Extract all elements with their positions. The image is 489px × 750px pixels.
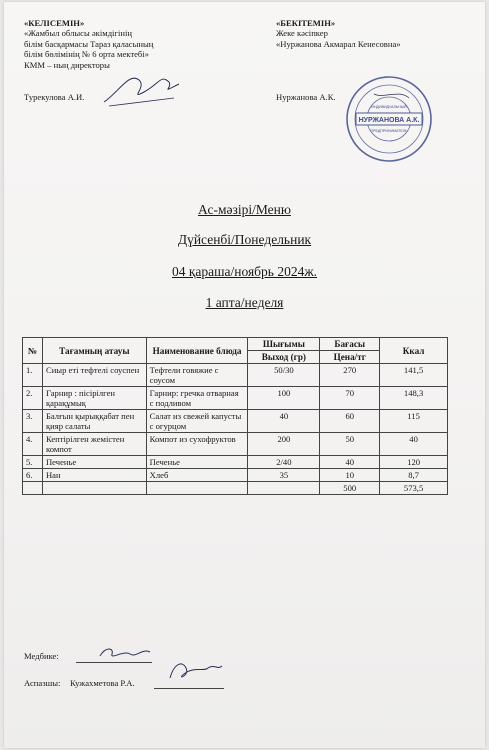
row-name-kz: Нан — [42, 469, 146, 482]
stamp-bottom-text: ПРЕДПРИНИМАТЕЛЬ — [370, 129, 408, 133]
director-name: Турекулова А.И. — [24, 92, 85, 102]
row-num: 4. — [23, 433, 43, 456]
row-name-kz: Кептірілген жемістен компот — [42, 433, 146, 456]
row-name-ru: Салат из свежей капусты с огурцом — [146, 410, 248, 433]
row-kcal: 141,5 — [380, 364, 448, 387]
row-num: 2. — [23, 387, 43, 410]
nurse-signature — [96, 642, 156, 666]
row-name-ru: Компот из сухофруктов — [146, 433, 248, 456]
header-num: № — [23, 338, 43, 364]
row-price: 70 — [320, 387, 380, 410]
table-row — [23, 364, 448, 387]
header-name-ru: Наименование блюда — [146, 338, 248, 364]
row-yield: 50/30 — [248, 364, 320, 387]
row-name-ru: Тефтели говяжие с соусом — [146, 364, 248, 387]
menu-table — [22, 337, 448, 495]
round-stamp — [344, 74, 434, 164]
row-yield: 35 — [248, 469, 320, 482]
cook-signature — [164, 654, 224, 688]
total-price: 500 — [320, 482, 380, 495]
approval-line: «Жамбыл облысы әкімдігінің — [24, 28, 132, 39]
cook-signature-line — [154, 688, 224, 689]
row-name-kz: Гарнир : пісірілген қарақұмық — [42, 387, 146, 410]
document-sheet — [4, 2, 485, 748]
row-price: 270 — [320, 364, 380, 387]
header-yield-ru: Выход (гр) — [248, 351, 320, 364]
row-yield: 200 — [248, 433, 320, 456]
table-total-row — [23, 482, 448, 495]
row-kcal: 148,3 — [380, 387, 448, 410]
row-price: 60 — [320, 410, 380, 433]
date-title: 04 қараша/ноябрь 2024ж. — [171, 264, 318, 279]
cook-name: Кужахметова Р.А. — [70, 678, 135, 688]
approval-line: білім басқармасы Тараз қаласының — [24, 38, 154, 49]
table-row — [23, 387, 448, 410]
row-kcal: 115 — [380, 410, 448, 433]
menu-title: Ас-мәзірі/Меню — [198, 202, 291, 217]
entrepreneur-name: Нуржанова А.К. — [276, 92, 336, 102]
row-price: 50 — [320, 433, 380, 456]
row-name-kz: Печенье — [42, 456, 146, 469]
week-title: 1 апта/неделя — [205, 295, 284, 310]
row-num: 6. — [23, 469, 43, 482]
approval-heading-left: «КЕЛІСЕМІН» — [24, 18, 85, 28]
row-kcal: 8,7 — [380, 469, 448, 482]
row-num: 3. — [23, 410, 43, 433]
row-kcal: 120 — [380, 456, 448, 469]
header-yield-kz: Шығымы — [248, 338, 320, 351]
approval-heading-right: «БЕКІТЕМІН» — [276, 18, 336, 28]
row-yield: 100 — [248, 387, 320, 410]
table-row — [23, 469, 448, 482]
row-name-ru: Хлеб — [146, 469, 248, 482]
table-header-row — [23, 338, 448, 351]
cook-label: Аспазшы: — [24, 678, 61, 688]
row-price: 40 — [320, 456, 380, 469]
row-name-kz: Сиыр еті тефтелі соуспен — [42, 364, 146, 387]
row-yield: 2/40 — [248, 456, 320, 469]
row-name-ru: Печенье — [146, 456, 248, 469]
day-title: Дүйсенбі/Понедельник — [177, 232, 312, 247]
approval-line: «Нуржанова Акмарал Кенесовна» — [276, 38, 401, 49]
row-yield: 40 — [248, 410, 320, 433]
director-signature — [99, 62, 189, 112]
row-num: 5. — [23, 456, 43, 469]
table-row — [23, 410, 448, 433]
row-name-kz: Балғын қырыққабат пен қияр салаты — [42, 410, 146, 433]
row-kcal: 40 — [380, 433, 448, 456]
total-kcal: 573,5 — [380, 482, 448, 495]
stamp-center-text: НУРЖАНОВА А.К. — [358, 117, 420, 124]
approval-line: Жеке кәсіпкер — [276, 28, 328, 39]
header-price-ru: Цена/тг — [320, 351, 380, 364]
header-name-kz: Тағамның атауы — [42, 338, 146, 364]
approval-block-right — [276, 18, 476, 49]
table-row — [23, 433, 448, 456]
table-row — [23, 456, 448, 469]
approval-line: білім бөлімінің № 6 орта мектебі» — [24, 49, 149, 60]
row-price: 10 — [320, 469, 380, 482]
header-kcal: Ккал — [380, 338, 448, 364]
row-num: 1. — [23, 364, 43, 387]
row-name-ru: Гарнир: гречка отварная с подливом — [146, 387, 248, 410]
nurse-label: Медбике: — [24, 651, 59, 661]
approval-line: КММ – ның директоры — [24, 59, 110, 70]
header-price-kz: Бағасы — [320, 338, 380, 351]
stamp-top-text: ИНДИВИДУАЛЬНЫЙ — [371, 105, 407, 109]
